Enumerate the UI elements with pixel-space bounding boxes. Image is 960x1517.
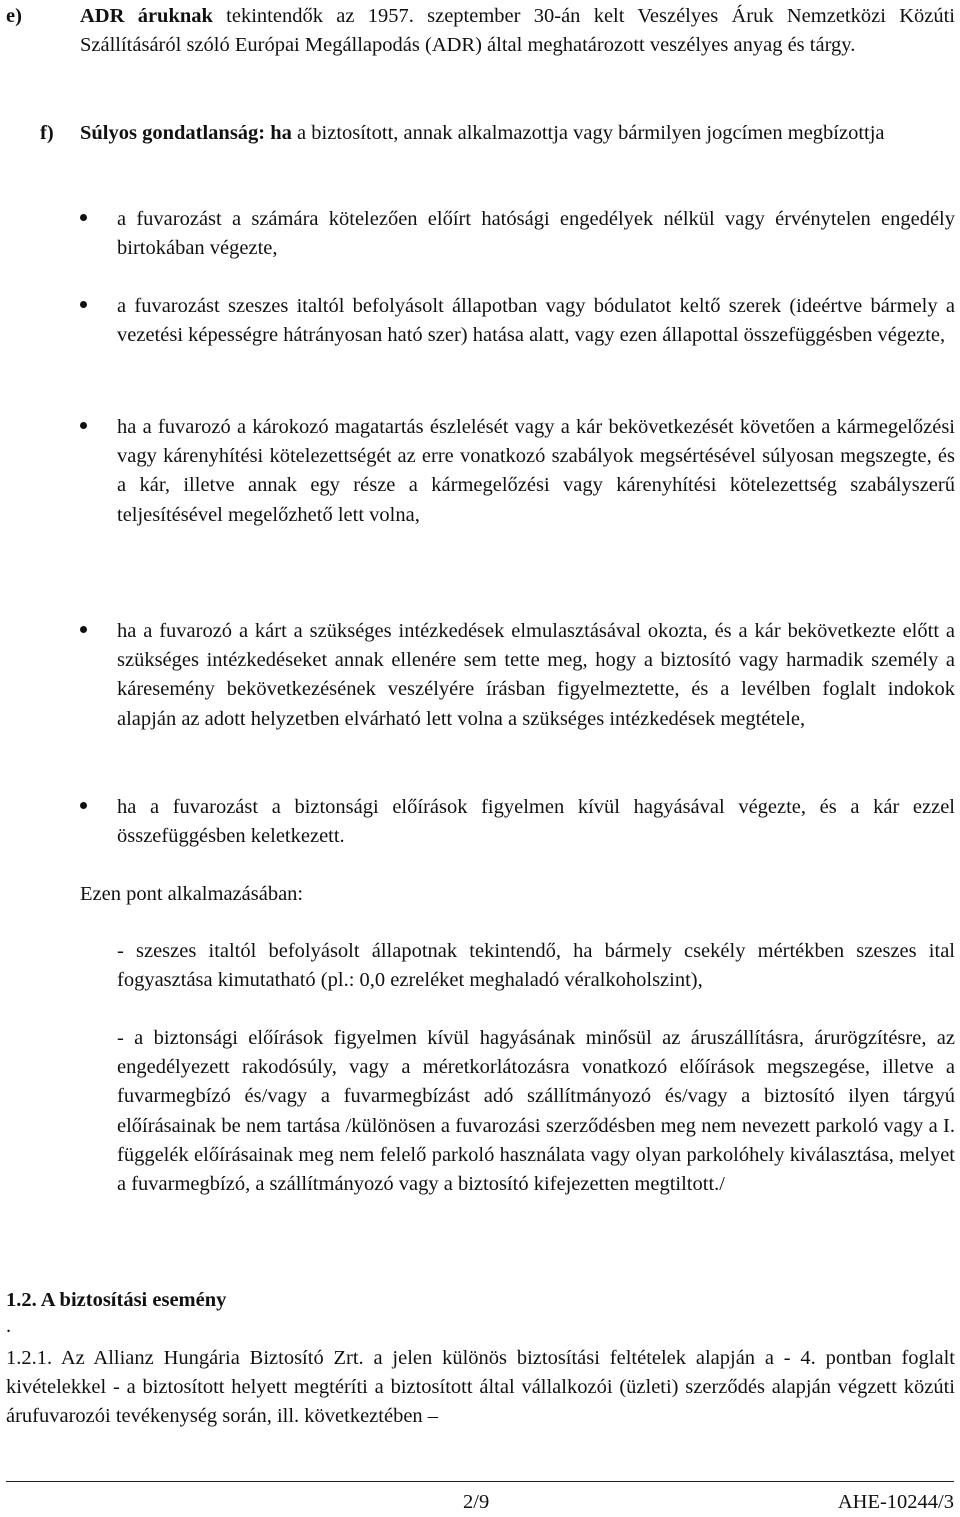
bullet-icon <box>80 301 87 308</box>
bullet-icon <box>80 422 87 429</box>
section-f-intro-text: a biztosított, annak alkalmazottja vagy bármilyen jogcímen megbízottja <box>291 122 885 144</box>
bullet-item: ha a fuvarozó a kárt a szükséges intézkedések elmulasztásával okozta, és a kár bekövetkezte előtt a szükséges intézkedéseket annak ellenére sem tette meg, hogy a biztosító vagy harmadik személy a káresemény bekövetkezésének veszélyére írásban figyelmeztette, és a levélben foglalt indokok alapján az adott helyzetben elvárható lett volna a szükséges intézkedések megtétele, <box>117 620 955 730</box>
definitions-intro: Ezen pont alkalmazásában: <box>80 883 304 905</box>
bullet-icon <box>80 802 87 809</box>
section-e-term: ADR áruknak <box>80 5 213 27</box>
section-f-label: f) <box>40 122 54 144</box>
section-f-term: Súlyos gondatlanság: ha <box>80 122 292 144</box>
bullet-item: ha a fuvarozó a károkozó magatartás észlelését vagy a kár bekövetkezését követően a kármegelőzési vagy kárenyhítési kötelezettségét az erre vonatkozó szabályok megsértésével súlyosan megszegte, és a kár, illetve annak egy része a kármegelőzési vagy kárenyhítési kötelezettség szabályszerű teljesítésével megelőzhető lett volna, <box>117 416 955 526</box>
page-number: 2/9 <box>463 1491 490 1513</box>
bullet-icon <box>80 626 87 633</box>
stray-dot: . <box>6 1315 12 1337</box>
definition-item: - a biztonsági előírások figyelmen kívül hagyásának minősül az áruszállításra, árurögzítésre, az engedélyezett rakodósúly, vagy a méretkorlátozásra vonatkozó előírások megszegése, illetve a fuvarmegbízó és/vagy a fuvarmegbízást adó szállítmányozó és/vagy a biztosító ilyen tárgyú előírásainak be nem tartása /különösen a fuvarozási szerződésben meg nem nevezett parkoló vagy a I. függelék előírásainak meg nem felelő parkoló használata vagy olyan parkolóhely kiválasztása, melyet a fuvarmegbízó, a szállítmányozó vagy a biztosító kifejezetten megtiltott./ <box>117 1027 955 1196</box>
footer-divider <box>6 1481 954 1482</box>
document-code: AHE-10244/3 <box>837 1491 954 1513</box>
section-e-label: e) <box>6 5 22 27</box>
section-f-intro <box>80 119 955 148</box>
bullet-icon <box>80 214 87 221</box>
bullet-item: a fuvarozást szeszes italtól befolyásolt állapotban vagy bódulatot keltő szerek (ideértve bármely a vezetési képességre hátrányosan ható szer) hatása alatt, vagy ezen állapottal összefüggésben végezte, <box>117 295 955 347</box>
section-e-text: tekintendők az 1957. szeptember 30-án kelt Veszélyes Áruk Nemzetközi Közúti Szállításáról szóló Európai Megállapodás (ADR) által meghatározott veszélyes anyag és tárgy. <box>80 5 955 57</box>
definition-item: - szeszes italtól befolyásolt állapotnak tekintendő, ha bármely csekély mértékben szeszes ital fogyasztása kimutatható (pl.: 0,0 ezreléket meghaladó véralkoholszint), <box>117 940 955 992</box>
section-paragraph: 1.2.1. Az Allianz Hungária Biztosító Zrt. a jelen különös biztosítási feltételek alapján a - 4. pontban foglalt kivételekkel - a biztosított helyett megtéríti a biztosított által vállalkozói (üzleti) szerződés alapján végzett közúti árufuvarozói tevékenység során, ill. következtében – <box>6 1347 955 1428</box>
bullet-item: a fuvarozást a számára kötelezően előírt hatósági engedélyek nélkül vagy érvénytelen engedély birtokában végezte, <box>117 208 955 260</box>
bullet-item: ha a fuvarozást a biztonsági előírások figyelmen kívül hagyásával végezte, és a kár ezzel összefüggésben keletkezett. <box>117 796 955 848</box>
section-heading: 1.2. A biztosítási esemény <box>6 1289 227 1311</box>
section-e-paragraph <box>80 2 955 60</box>
